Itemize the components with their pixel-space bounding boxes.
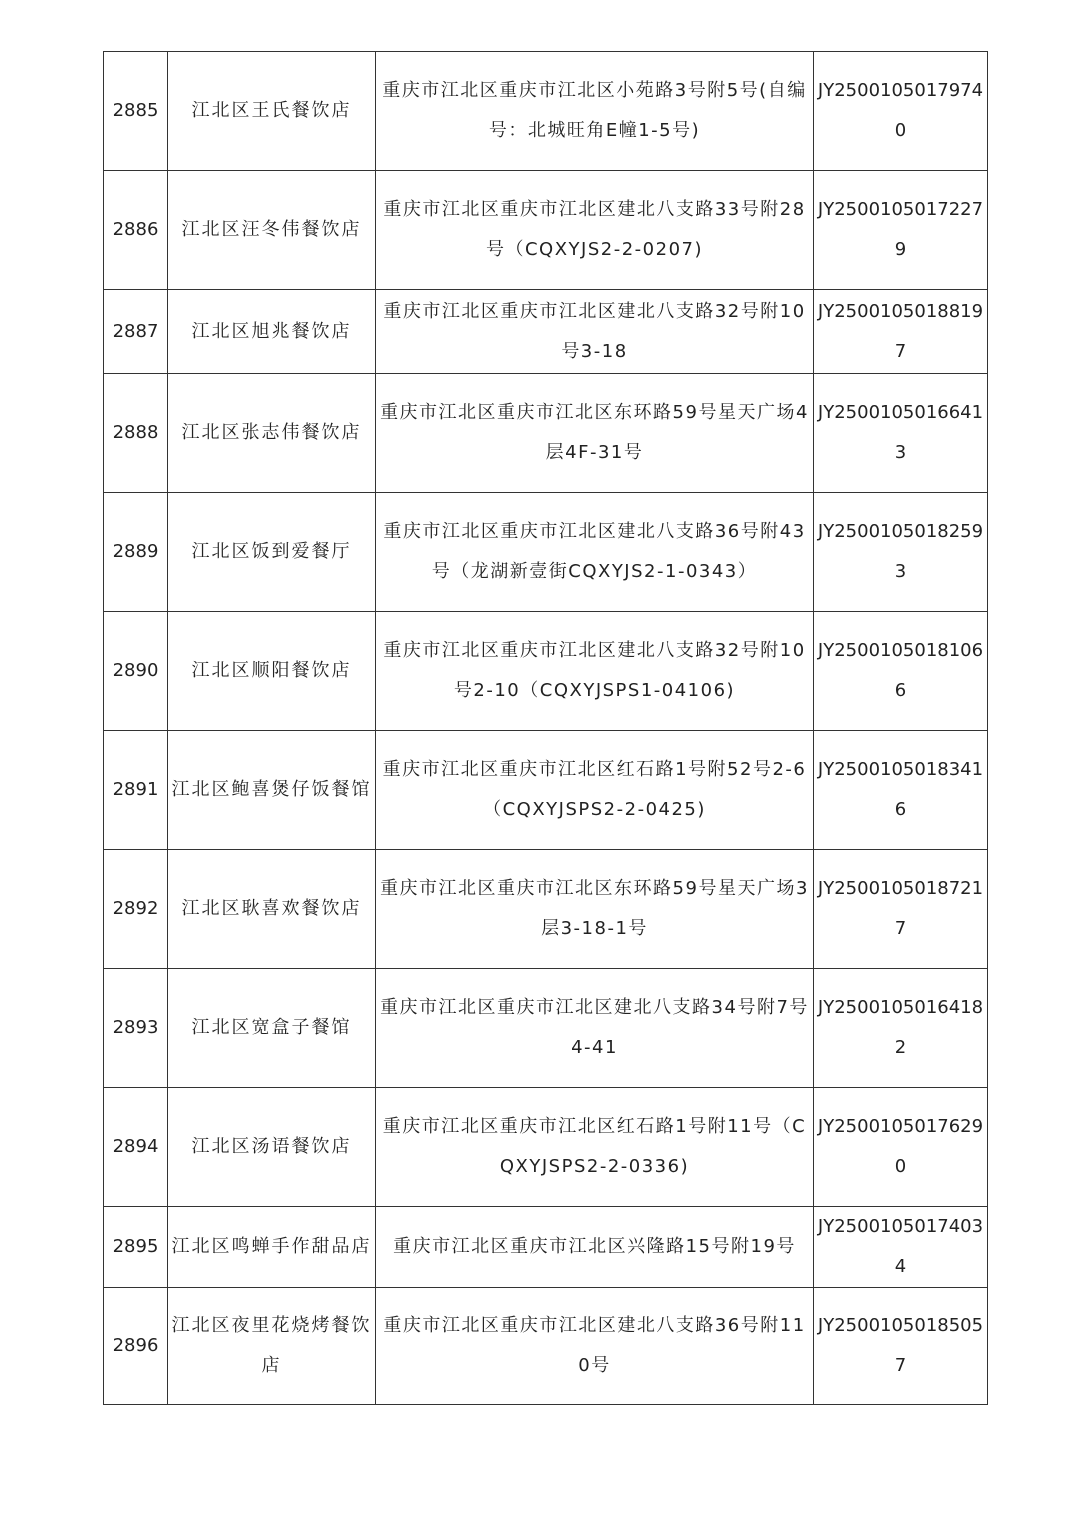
business-name: 江北区旭兆餐饮店 (168, 290, 376, 374)
business-name: 江北区王氏餐饮店 (168, 52, 376, 171)
business-name: 江北区汤语餐饮店 (168, 1088, 376, 1207)
row-number: 2888 (104, 374, 168, 493)
row-number: 2896 (104, 1288, 168, 1405)
table-row (104, 850, 988, 969)
business-address: 重庆市江北区重庆市江北区建北八支路36号附43号（龙湖新壹街CQXYJS2-1-0343） (376, 493, 814, 612)
business-name: 江北区鲍喜煲仔饭餐馆 (168, 731, 376, 850)
row-number: 2894 (104, 1088, 168, 1207)
table-row (104, 1288, 988, 1405)
row-number: 2886 (104, 171, 168, 290)
business-address: 重庆市江北区重庆市江北区建北八支路33号附28号（CQXYJS2-2-0207) (376, 171, 814, 290)
license-number: JY25001050182593 (814, 493, 988, 612)
row-number: 2893 (104, 969, 168, 1088)
business-address: 重庆市江北区重庆市江北区建北八支路34号附7号4-41 (376, 969, 814, 1088)
row-number: 2889 (104, 493, 168, 612)
row-number: 2887 (104, 290, 168, 374)
license-number: JY25001050187217 (814, 850, 988, 969)
table-row (104, 493, 988, 612)
business-address: 重庆市江北区重庆市江北区东环路59号星天广场3层3-18-1号 (376, 850, 814, 969)
table-row (104, 731, 988, 850)
business-address: 重庆市江北区重庆市江北区红石路1号附11号（CQXYJSPS2-2-0336) (376, 1088, 814, 1207)
license-number: JY25001050188197 (814, 290, 988, 374)
license-number: JY25001050179740 (814, 52, 988, 171)
business-name: 江北区顺阳餐饮店 (168, 612, 376, 731)
business-address: 重庆市江北区重庆市江北区东环路59号星天广场4层4F-31号 (376, 374, 814, 493)
business-address: 重庆市江北区重庆市江北区红石路1号附52号2-6（CQXYJSPS2-2-0425) (376, 731, 814, 850)
business-name: 江北区耿喜欢餐饮店 (168, 850, 376, 969)
business-name: 江北区汪冬伟餐饮店 (168, 171, 376, 290)
table-row (104, 969, 988, 1088)
business-name: 江北区鸣蝉手作甜品店 (168, 1207, 376, 1288)
business-address: 重庆市江北区重庆市江北区建北八支路32号附10号3-18 (376, 290, 814, 374)
business-address: 重庆市江北区重庆市江北区建北八支路32号附10号2-10（CQXYJSPS1-04106) (376, 612, 814, 731)
table-row (104, 612, 988, 731)
license-number: JY25001050176290 (814, 1088, 988, 1207)
license-number: JY25001050164182 (814, 969, 988, 1088)
business-name: 江北区张志伟餐饮店 (168, 374, 376, 493)
business-name: 江北区饭到爱餐厅 (168, 493, 376, 612)
business-address: 重庆市江北区重庆市江北区兴隆路15号附19号 (376, 1207, 814, 1288)
license-number: JY25001050181066 (814, 612, 988, 731)
row-number: 2890 (104, 612, 168, 731)
row-number: 2885 (104, 52, 168, 171)
row-number: 2891 (104, 731, 168, 850)
table-row (104, 374, 988, 493)
business-address: 重庆市江北区重庆市江北区建北八支路36号附110号 (376, 1288, 814, 1405)
business-name: 江北区夜里花烧烤餐饮店 (168, 1288, 376, 1405)
row-number: 2892 (104, 850, 168, 969)
license-number: JY25001050172279 (814, 171, 988, 290)
table-row (104, 290, 988, 374)
table-row (104, 52, 988, 171)
license-table (103, 51, 988, 1405)
row-number: 2895 (104, 1207, 168, 1288)
license-number: JY25001050166413 (814, 374, 988, 493)
license-number: JY25001050174034 (814, 1207, 988, 1288)
license-number: JY25001050185057 (814, 1288, 988, 1405)
table-row (104, 1207, 988, 1288)
table-row (104, 171, 988, 290)
license-number: JY25001050183416 (814, 731, 988, 850)
table-row (104, 1088, 988, 1207)
business-name: 江北区宽盒子餐馆 (168, 969, 376, 1088)
business-address: 重庆市江北区重庆市江北区小苑路3号附5号(自编号：北城旺角E幢1-5号) (376, 52, 814, 171)
